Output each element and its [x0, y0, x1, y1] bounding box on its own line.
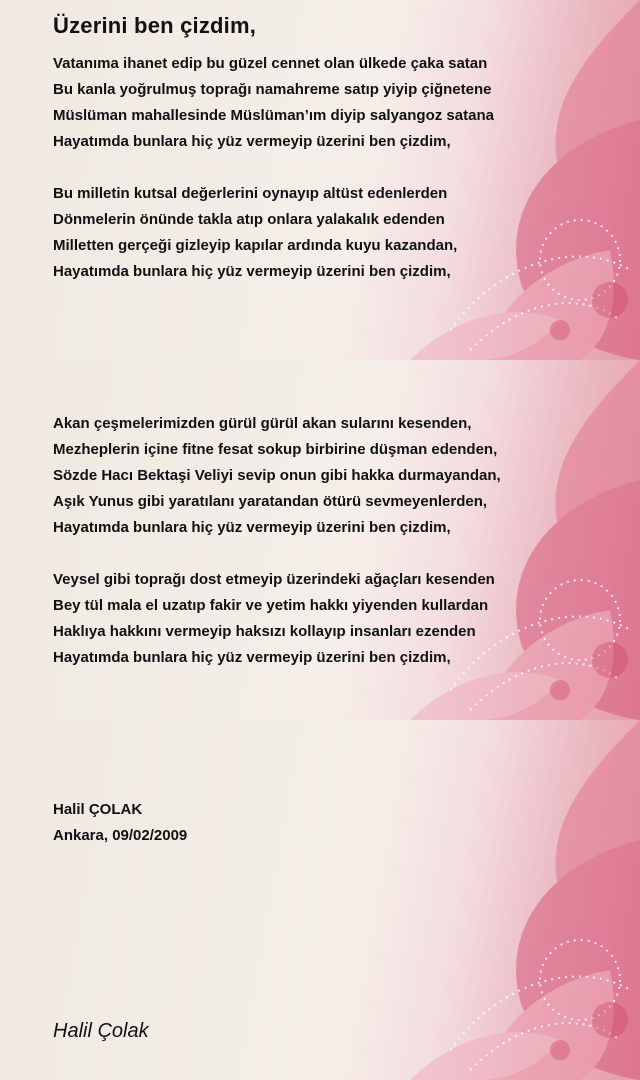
poem-line: Müslüman mahallesinde Müslüman’ım diyip salyangoz satana [53, 107, 494, 124]
stanza-3 [53, 411, 501, 541]
poem-line: Haklıya hakkını vermeyip haksızı kollayıp insanları ezenden [53, 623, 476, 640]
author-name: Halil ÇOLAK [53, 801, 143, 818]
stanza-2 [53, 181, 457, 285]
stanza-4 [53, 567, 495, 671]
poem-line: Bu kanla yoğrulmuş toprağı namahreme satıp yiyip çiğnetene [53, 81, 492, 98]
poem-line: Sözde Hacı Bektaşi Veliyi sevip onun gibi hakka durmayandan, [53, 467, 501, 484]
signature: Halil Çolak [53, 1020, 149, 1042]
poem-line: Bu milletin kutsal değerlerini oynayıp altüst edenlerden [53, 185, 448, 202]
author-block [53, 797, 187, 849]
poem-line: Akan çeşmelerimizden gürül gürül akan sularını kesenden, [53, 415, 472, 432]
poem-line: Aşık Yunus gibi yaratılanı yaratandan ötürü sevmeyenlerden, [53, 493, 488, 510]
poem-line: Veysel gibi toprağı dost etmeyip üzerindeki ağaçları kesenden [53, 571, 495, 588]
poem-line: Vatanıma ihanet edip bu güzel cennet olan ülkede çaka satan [53, 55, 488, 72]
author-place-date: Ankara, 09/02/2009 [53, 827, 188, 844]
stanza-1 [53, 51, 494, 155]
poem-line: Bey tül mala el uzatıp fakir ve yetim hakkı yiyenden kullardan [53, 597, 489, 614]
poem-line: Dönmelerin önünde takla atıp onlara yalakalık edenden [53, 211, 445, 228]
poem-line: Hayatımda bunlara hiç yüz vermeyip üzerini ben çizdim, [53, 649, 451, 666]
poem-line: Hayatımda bunlara hiç yüz vermeyip üzerini ben çizdim, [53, 263, 451, 280]
poem-line: Hayatımda bunlara hiç yüz vermeyip üzerini ben çizdim, [53, 133, 451, 150]
poem-line: Milletten gerçeği gizleyip kapılar ardında kuyu kazandan, [53, 237, 458, 254]
poem-title: Üzerini ben çizdim, [53, 13, 257, 38]
poem-line: Mezheplerin içine fitne fesat sokup birbirine düşman edenden, [53, 441, 498, 458]
poem-line: Hayatımda bunlara hiç yüz vermeyip üzerini ben çizdim, [53, 519, 451, 536]
